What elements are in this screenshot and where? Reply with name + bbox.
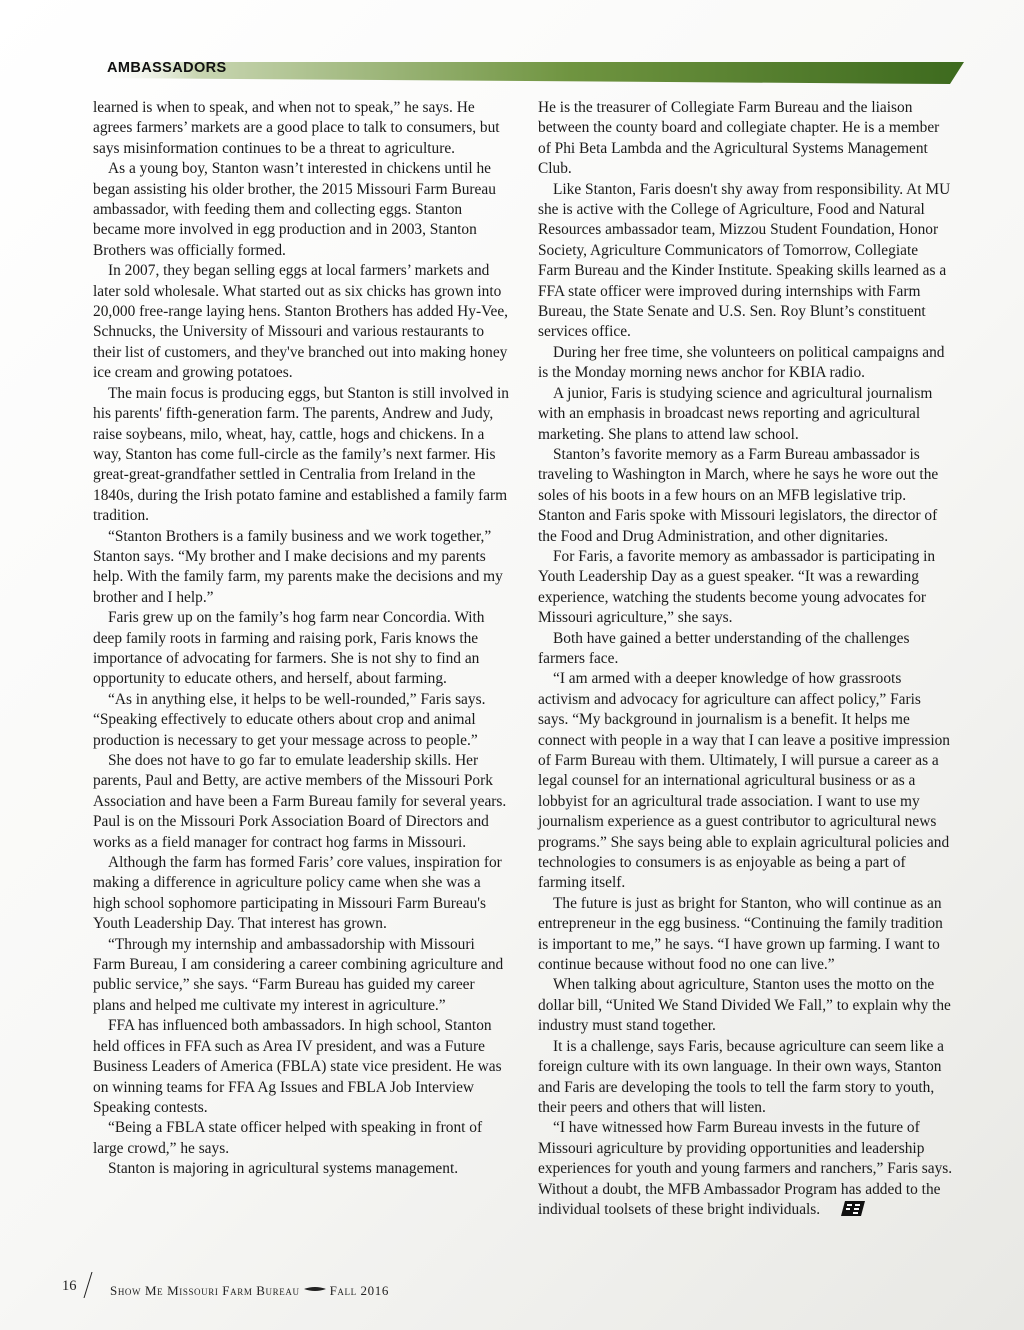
- section-header: [92, 58, 964, 84]
- paragraph: During her free time, she volunteers on political campaigns and is the Monday morning news anchor for KBIA radio.: [538, 343, 945, 382]
- paragraph: As a young boy, Stanton wasn’t interested in chickens until he began assisting his older brother, the 2015 Missouri Farm Bureau ambassador, with feeding them and collecting eggs. Stanton became more involved in egg production and in 2003, Stanton Brothers was officially formed.: [93, 160, 496, 259]
- paragraph: He is the treasurer of Collegiate Farm Bureau and the liaison between the county board and collegiate chapter. He is a member of Phi Beta Lambda and the Agricultural Systems Management Club.: [538, 99, 940, 178]
- final-paragraph: [538, 1118, 954, 1222]
- paragraph: It is a challenge, says Faris, because agriculture can seem like a foreign culture with its own language. In their own ways, Stanton and Faris are developing the tools to tell the farm story to youth, their peers and others that will listen.: [538, 1037, 945, 1116]
- paragraph: “I am armed with a deeper knowledge of how grassroots activism and advocacy for agriculture can affect policy,” Faris says. “My background in journalism is a benefit. It helps me connect with people in a way that I can leave a positive impression of Farm Bureau with them. Ultimately, I will pursue a career as a legal counsel for an international agricultural business or as a lobbyist for an agricultural trade association. I want to use my journalism experience as a guest contributor to agricultural news programs.” She says being able to explain agricultural policies and technologies to consumers is as enjoyable as being a part of farming itself.: [538, 670, 950, 892]
- paragraph: “Being a FBLA state officer helped with speaking in front of large crowd,” he says.: [93, 1119, 483, 1157]
- paragraph: Although the farm has formed Faris’ core values, inspiration for making a difference in agriculture policy came when she was a high school sophomore participating in Missouri Farm Bureau's Youth Leadership Day. That interest has grown.: [93, 854, 502, 933]
- dash-icon: [304, 1280, 326, 1296]
- final-paragraph-text: “I have witnessed how Farm Bureau invests in the future of Missouri agriculture by providing opportunities and leadership experiences for youth and young farmers and ranchers,” Faris says. Without a doubt, the MFB Ambassador Program has added to the individual toolsets of these bright individuals.: [538, 1119, 953, 1218]
- paragraph: “Stanton Brothers is a family business and we work together,” Stanton says. “My brother and I make decisions and my parents help. With the family farm, my parents make the decisions and my brother and I help.”: [93, 527, 503, 606]
- paragraph: “Through my internship and ambassadorship with Missouri Farm Bureau, I am considering a career combining agriculture and public service,” she says. “Farm Bureau has guided my career plans and helped me cultivate my interest in agriculture.”: [93, 935, 504, 1014]
- folio-slash-icon: [82, 1272, 94, 1298]
- left-column: [93, 98, 509, 1180]
- section-label: AMBASSADORS: [107, 60, 227, 76]
- right-column: [538, 98, 954, 1222]
- paragraph: Both have gained a better understanding of the challenges farmers face.: [538, 629, 910, 667]
- paragraph: Like Stanton, Faris doesn't shy away from responsibility. At MU she is active with the College of Agriculture, Food and Natural Resources ambassador team, Mizzou Student Foundation, Honor Society, Agriculture Communicators of Tomorrow, Collegiate Farm Bureau and the Kinder Institute. Speaking skills learned as a FFA state officer were improved during internships with Farm Bureau, the State Senate and U.S. Sen. Roy Blunt’s constituent services office.: [538, 180, 951, 341]
- magazine-title: [110, 1280, 389, 1299]
- magazine-name: Show Me Missouri Farm Bureau: [110, 1283, 300, 1298]
- paragraph: Stanton is majoring in agricultural systems management.: [108, 1160, 459, 1178]
- paragraph: For Faris, a favorite memory as ambassador is participating in Youth Leadership Day as a guest speaker. “It was a rewarding experience, watching the students become young advocates for Missouri agriculture,” she says.: [538, 547, 936, 627]
- paragraph: learned is when to speak, and when not to speak,” he says. He agrees farmers’ markets are a good place to talk to consumers, but says misinformation continues to be a threat to agriculture.: [93, 99, 500, 157]
- paragraph: She does not have to go far to emulate leadership skills. Her parents, Paul and Betty, are active members of the Missouri Pork Association and have been a Farm Bureau family for several years. Paul is on the Missouri Pork Association Board of Directors and works as a field manager for contract hog farms in Missouri.: [93, 752, 507, 851]
- paragraph: “As in anything else, it helps to be well-rounded,” Faris says. “Speaking effectively to educate others about crop and animal production is necessary to get your message across to people.”: [93, 690, 486, 749]
- paragraph: In 2007, they began selling eggs at local farmers’ markets and later sold wholesale. What started out as six chicks has grown into 20,000 free-range laying hens. Stanton Brothers has added Hy-Vee, Schnucks, the University of Missouri and various restaurants to their list of customers, and they've branched out into making honey ice cream and growing potatoes.: [93, 262, 508, 382]
- issue-date: Fall 2016: [329, 1283, 389, 1298]
- paragraph: The future is just as bright for Stanton, who will continue as an entrepreneur in the egg business. “Continuing the family tradition is important to me,” he says. “I have grown up farming. I want to continue because without food no one can live.”: [538, 894, 943, 974]
- paragraph: The main focus is producing eggs, but Stanton is still involved in his parents' fifth-generation farm. The parents, Andrew and Judy, raise soybeans, milo, wheat, hay, cattle, hogs and chickens. In a way, Stanton has come full-circle as the family’s next farmer. His great-great-grandfather settled in Centralia from Ireland in the 1840s, during the Irish potato famine and established a family farm tradition.: [93, 384, 509, 525]
- farm-bureau-logo-icon: [826, 1201, 865, 1222]
- paragraph: Faris grew up on the family’s hog farm near Concordia. With deep family roots in farming and raising pork, Faris knows the importance of advocating for farmers. She is not shy to find an opportunity to educate others, and herself, about farming.: [93, 609, 485, 688]
- paragraph: A junior, Faris is studying science and agricultural journalism with an emphasis in broadcast news reporting and agricultural marketing. She plans to attend law school.: [538, 384, 933, 443]
- paragraph: FFA has influenced both ambassadors. In high school, Stanton held offices in FFA such as Area IV president, and was a Future Business Leaders of America (FBLA) state vice president. He was on winning teams for FFA Ag Issues and FBLA Job Interview Speaking contests.: [93, 1017, 502, 1116]
- page-number: 16: [62, 1278, 77, 1294]
- paragraph: When talking about agriculture, Stanton uses the motto on the dollar bill, “United We Stand Divided We Fall,” to explain why the industry must stand together.: [538, 976, 951, 1035]
- paragraph: Stanton’s favorite memory as a Farm Bureau ambassador is traveling to Washington in March, where he says he wore out the soles of his boots in a few hours on an MFB legislative trip. Stanton and Faris spoke with Missouri legislators, the director of the Food and Drug Administration, and other dignitaries.: [538, 445, 939, 545]
